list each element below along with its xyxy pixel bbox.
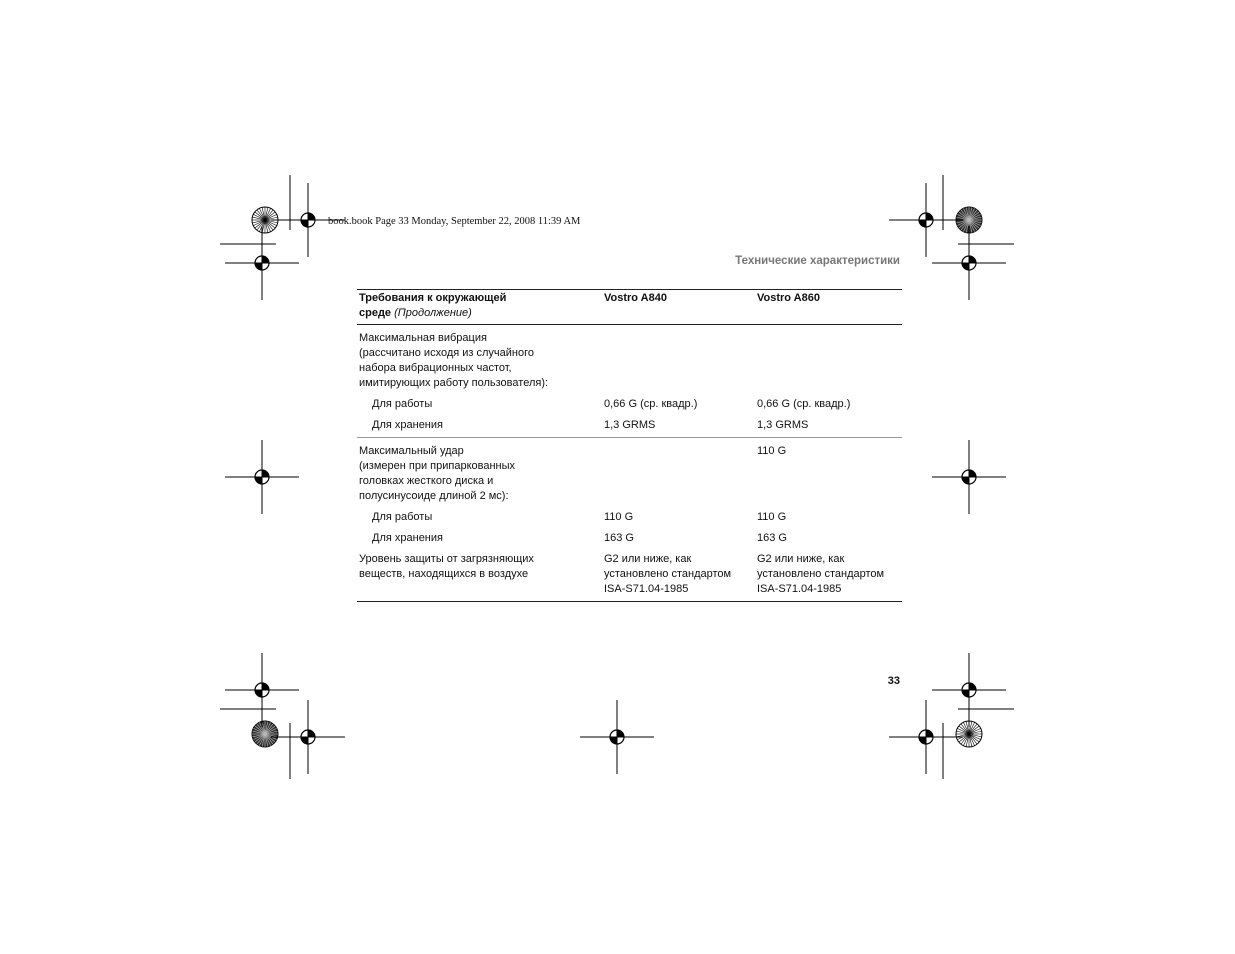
shock-operating-label: Для работы: [372, 511, 433, 523]
vibration-group: [357, 325, 902, 438]
shock-operating-a840: 110 G: [604, 511, 634, 523]
registration-quadrant: [262, 470, 269, 477]
registration-quadrant: [926, 730, 933, 737]
shock-a860-value: 110 G: [757, 445, 787, 457]
running-head: Технические характеристики: [735, 255, 900, 267]
airborne-a840: G2 или ниже, как установлено стандартом ISA-S71.04-1985: [604, 553, 732, 595]
table-row: [357, 438, 902, 505]
registration-quadrant: [262, 256, 269, 263]
table-row: [357, 412, 902, 438]
registration-quadrant: [962, 263, 969, 270]
vibration-storage-a860: 1,3 GRMS: [757, 419, 809, 431]
registration-quadrant: [962, 690, 969, 697]
shock-storage-a840: 163 G: [604, 532, 634, 544]
registration-quadrant: [969, 683, 976, 690]
table-row: [357, 391, 902, 412]
registration-quadrant: [262, 683, 269, 690]
registration-quadrant: [308, 213, 315, 220]
vibration-title: Максимальная вибрация (рассчитано исходя из случайного набора вибрационных частот, имитирующих работу пользователя):: [359, 332, 549, 389]
registration-quadrant: [301, 737, 308, 744]
continued-note: (Продолжение): [394, 307, 472, 319]
airborne-group: [357, 546, 902, 602]
registration-quadrant: [919, 737, 926, 744]
shock-storage-a860: 163 G: [757, 532, 787, 544]
registration-quadrant: [617, 730, 624, 737]
vibration-storage-a840: 1,3 GRMS: [604, 419, 656, 431]
vibration-storage-label: Для хранения: [372, 419, 443, 431]
table-header-row: [357, 290, 902, 325]
table-row: [357, 525, 902, 546]
table-row: [357, 325, 902, 392]
table-row: [357, 546, 902, 602]
header-vostro-a860: Vostro A860: [757, 292, 820, 304]
vibration-operating-a860: 0,66 G (ср. квадр.): [757, 398, 851, 410]
header-environment: Требования к окружающей среде (Продолжение): [359, 292, 507, 319]
airborne-label: Уровень защиты от загрязняющих веществ, находящихся в воздухе: [359, 553, 534, 580]
shock-storage-label: Для хранения: [372, 532, 443, 544]
shock-operating-a860: 110 G: [757, 511, 787, 523]
shock-group: [357, 438, 902, 547]
vibration-operating-label: Для работы: [372, 398, 433, 410]
registration-quadrant: [255, 690, 262, 697]
registration-quadrant: [301, 220, 308, 227]
registration-quadrant: [308, 730, 315, 737]
registration-quadrant: [255, 477, 262, 484]
registration-quadrant: [962, 477, 969, 484]
registration-quadrant: [255, 263, 262, 270]
shock-title: Максимальный удар (измерен при припаркованных головках жесткого диска и полусинусоиде длиной 2 мс):: [359, 445, 516, 502]
registration-quadrant: [969, 470, 976, 477]
registration-quadrant: [919, 220, 926, 227]
header-vostro-a840: Vostro A840: [604, 292, 667, 304]
print-slug: book.book Page 33 Monday, September 22, 2008 11:39 AM: [328, 216, 581, 227]
page-number: 33: [887, 675, 900, 687]
airborne-a860: G2 или ниже, как установлено стандартом ISA-S71.04-1985: [757, 553, 885, 595]
table-row: [357, 504, 902, 525]
vibration-operating-a840: 0,66 G (ср. квадр.): [604, 398, 698, 410]
registration-quadrant: [969, 256, 976, 263]
registration-quadrant: [926, 213, 933, 220]
registration-quadrant: [610, 737, 617, 744]
environment-spec-table: [357, 289, 902, 602]
